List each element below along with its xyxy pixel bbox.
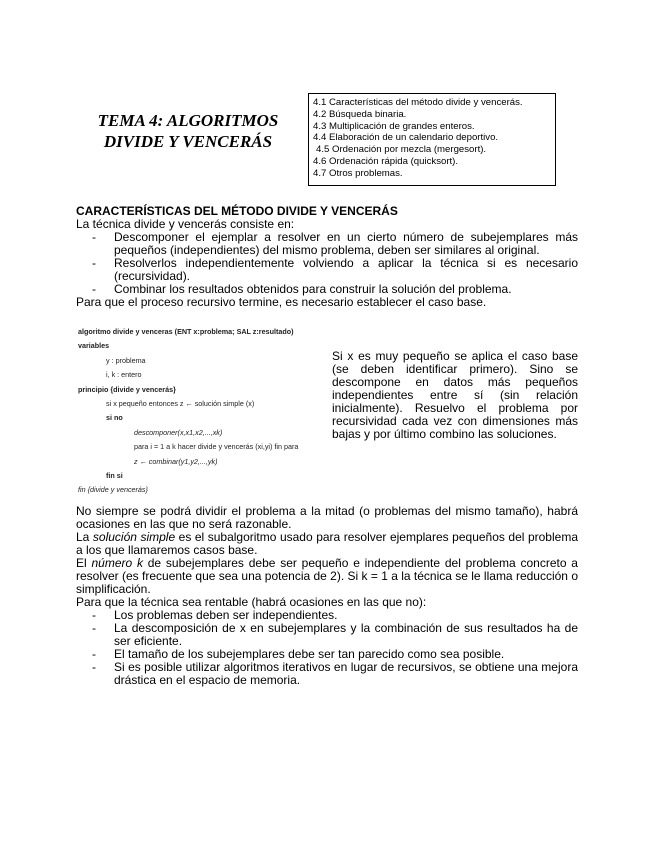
toc-item: 4.7 Otros problemas. <box>313 167 403 179</box>
list-item: - Resolverlos independientemente volviendo a aplicar la técnica si es necesario (recursividad). <box>114 257 578 283</box>
table-of-contents <box>308 93 556 186</box>
list-item: - Los problemas deben ser independientes. <box>114 609 578 622</box>
list-item: - Descomponer el ejemplar a resolver en un cierto número de subejemplares más pequeños (independientes) del mismo problema, deben ser similares al original. <box>114 231 578 257</box>
algorithm-explanation: Si x es muy pequeño se aplica el caso base (se deben identificar primero). Sino se descompone en datos más pequeños independientes entre sí (sin relación inicialmente). Resuelvo el problema por recursividad cada vez con dimensiones más bajas y por último combino las soluciones. <box>332 349 578 441</box>
section-details: No siempre se podrá dividir el problema a la mitad (o problemas del mismo tamaño), habrá ocasiones en las que no será razonable. La solución simple es el subalgoritmo usado para resolver ejemplares pequeños del problema a los que llamaremos casos base. El número k de subejemplares debe ser pequeño e independiente del problema concreto a resolver (es frecuente que sea una potencia de 2). Si k = 1 a la técnica se le llama reducción o simplificación. Para que la técnica sea rentable (habrá ocasiones en las que no): - Los problemas deben ser independientes. - La descomposición de x en subejemplares y la combinación de sus resultados ha de ser eficiente. - El tamaño de los subejemplares debe ser tan parecido como sea posible. - Si es posible utilizar algoritmos iterativos en lugar de recursivos, se obtiene una mejora drástica en el espacio de memoria. <box>76 505 578 687</box>
section-heading: CARACTERÍSTICAS DEL MÉTODO DIVIDE Y VENCERÁS <box>76 204 398 218</box>
list-item: - La descomposición de x en subejemplares y la combinación de sus resultados ha de ser eficiente. <box>114 622 578 648</box>
toc-item: 4.4 Elaboración de un calendario deportivo. <box>313 132 499 144</box>
toc-item: 4.5 Ordenación por mezcla (mergesort). <box>316 144 487 156</box>
algorithm-figure: algoritmo divide y venceras (ENT x:problema; SAL z:resultado) variables y : problema i, k : entero principio {divide y vencerás} si x pequeño entonces z ← solución simple (x) si no descomponer(x,x1,x2,...,xk) para i = 1 a k hacer divide y vencerás (xi,yi) fin para z ← combinar(y1,y2,...,yk) fin si fin {divide y vencerás} <box>78 327 299 495</box>
conditions-list <box>76 609 578 687</box>
page-title: TEMA 4: ALGORITMOS DIVIDE Y VENCERÁS <box>97 111 279 151</box>
toc-item: 4.6 Ordenación rápida (quicksort). <box>313 155 459 167</box>
section-intro: CARACTERÍSTICAS DEL MÉTODO DIVIDE Y VENCERÁS La técnica divide y vencerás consiste en: - Descomponer el ejemplar a resolver en un cierto número de subejemplares más pequeños (independientes) del mismo problema, deben ser similares al original. - Resolverlos independientemente volviendo a aplicar la técnica si es necesario (recursividad). - Combinar los resultados obtenidos para construir la solución del problema. Para que el proceso recursivo termine, es necesario establecer el caso base. <box>76 205 578 309</box>
steps-list <box>76 231 578 296</box>
toc-item: 4.2 Búsqueda binaria. <box>313 108 407 120</box>
toc-item: 4.3 Multiplicación de grandes enteros. <box>313 120 475 132</box>
toc-item: 4.1 Características del método divide y vencerás. <box>313 97 523 108</box>
list-item: - El tamaño de los subejemplares debe ser tan parecido como sea posible. <box>114 648 578 661</box>
list-item: - Si es posible utilizar algoritmos iterativos en lugar de recursivos, se obtiene una mejora drástica en el espacio de memoria. <box>114 661 578 687</box>
list-item: - Combinar los resultados obtenidos para construir la solución del problema. <box>114 283 578 296</box>
